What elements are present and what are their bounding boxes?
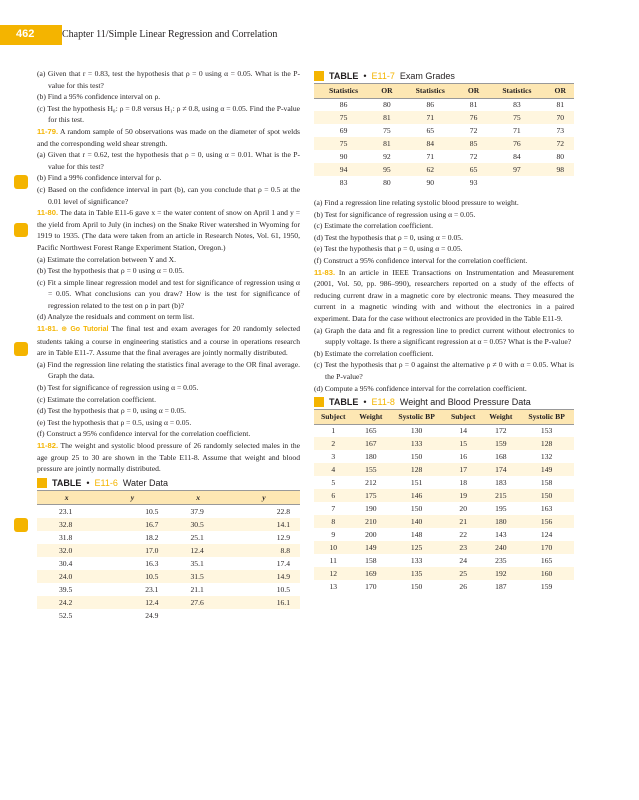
table-cell: 175: [352, 489, 389, 502]
table-cell: 150: [410, 503, 423, 513]
table-cell: 187: [495, 581, 507, 591]
table-cell: 6: [314, 489, 352, 502]
exercise-11-82-parts: [314, 197, 574, 267]
table-cell: 14.9: [228, 570, 300, 583]
table-cell: 24: [459, 555, 468, 565]
table-cell: 4: [314, 463, 352, 476]
table-row: [314, 111, 574, 124]
table-label: TABLE: [329, 397, 359, 408]
table-cell: 153: [540, 426, 553, 436]
table-cell: 83: [339, 177, 348, 187]
exercise-intro: The weight and systolic blood pressure of 26 randomly selected males in the age group 25 to 30 are shown in the Table E11-8. Assume that weight and blood pressure are jointly normally distributed.: [37, 441, 300, 474]
right-column: [314, 68, 574, 593]
exercise-number: 11-81.: [37, 324, 59, 334]
table-cell: [168, 609, 227, 622]
table-cell: 7: [331, 503, 336, 513]
list-item: (c) Estimate the correlation coefficient.: [37, 394, 156, 404]
table-ref: E11-7: [371, 71, 395, 81]
table-cell: 15: [444, 437, 482, 450]
table-cell: 72: [469, 151, 478, 161]
page-header: [0, 25, 639, 45]
table-cell: 210: [352, 515, 389, 528]
table-cell: 24.0: [37, 570, 96, 583]
table-row: [314, 176, 574, 189]
table-row: [314, 502, 574, 515]
table-cell: 17.4: [276, 558, 290, 568]
list-item: (c) Fit a simple linear regression model and test for significance of regression using α = 0.05. What conclusions can you draw? How is the test for significance of regression related to the test on ρ in part (b)?: [37, 277, 300, 310]
list-item: (d) Test the hypothesis that ρ = 0, using α = 0.05.: [314, 232, 463, 242]
table-cell: 98: [546, 163, 574, 176]
table-row: [314, 580, 574, 593]
column-header: y: [228, 490, 300, 505]
table-cell: 150: [410, 451, 423, 461]
table-cell: 85: [460, 137, 488, 150]
table-cell: 81: [556, 100, 565, 110]
table-cell: 133: [410, 555, 423, 565]
table-cell: 22: [459, 529, 468, 539]
table-cell: 84: [401, 137, 460, 150]
table-cell: 71: [426, 151, 435, 161]
table-cell: 35.1: [190, 558, 204, 568]
table-cell: 158: [540, 477, 553, 487]
table-cell: [487, 176, 546, 189]
table-cell: 76: [487, 137, 546, 150]
table-cell: 16.1: [228, 596, 300, 609]
table-row: [37, 570, 300, 583]
table-cell: 150: [519, 489, 574, 502]
table-cell: 75: [314, 111, 373, 124]
exercise-intro: The data in Table E11-6 gave x = the water content of snow on April 1 and y = the yield from April to July (in inches) on the Snake River watershed in Wyoming for 1919 to 1935. (The data were taken from an article in Research Notes, Vol. 61, 1950, Pacific Northwest Forest Range Experiment Station, Oregon.): [37, 208, 300, 252]
exercise-number: 11-79.: [37, 126, 59, 136]
column-header: OR: [546, 84, 574, 99]
table-cell: 16.3: [145, 558, 159, 568]
table-cell: 151: [410, 477, 423, 487]
list-item: (b) Estimate the correlation coefficient.: [314, 348, 434, 358]
table-cell: 135: [389, 567, 444, 580]
table-cell: 195: [495, 503, 507, 513]
list-item: (d) Compute a 95% confidence interval for the correlation coefficient.: [314, 383, 527, 393]
column-header: Weight: [352, 410, 389, 425]
table-cell: 24.9: [145, 610, 159, 620]
table-cell: 71: [401, 111, 460, 124]
exercise-11-80: [37, 207, 300, 323]
table-row: [314, 554, 574, 567]
table-row: [37, 583, 300, 596]
table-cell: 124: [540, 529, 553, 539]
column-header: y: [96, 490, 168, 505]
column-header: OR: [460, 84, 488, 99]
table-cell: 8: [314, 515, 352, 528]
list-item: (a) Find a regression line relating systolic blood pressure to weight.: [314, 198, 519, 208]
table-cell: 86: [426, 100, 435, 110]
table-row: [314, 528, 574, 541]
table-e11-6-title: TABLE • E11-6 Water Data: [37, 478, 300, 488]
table-cell: 18: [459, 477, 468, 487]
table-cell: 75: [383, 125, 391, 135]
table-cell: 75: [487, 111, 546, 124]
table-ref: E11-8: [371, 397, 395, 408]
prev-exercise-parts: [37, 68, 300, 126]
left-column: [37, 68, 300, 622]
list-item: (b) Find a 95% confidence interval on ρ.: [37, 92, 161, 102]
table-row: [314, 437, 574, 450]
table-cell: 23.1: [59, 506, 73, 516]
table-cell: 132: [540, 451, 553, 461]
exercise-11-82: [37, 440, 300, 475]
table-cell: 128: [519, 437, 574, 450]
list-item: (f) Construct a 95% confidence interval for the correlation coefficient.: [314, 256, 528, 266]
table-cell: 130: [410, 426, 423, 436]
list-item: (c) Test the hypothesis H₀: ρ = 0.8 versus H₁: ρ ≠ 0.8, using α = 0.05. Find the P-value for this test.: [37, 103, 300, 125]
table-cell: 8.8: [228, 544, 300, 557]
table-cell: 133: [389, 437, 444, 450]
table-row: [37, 544, 300, 557]
margin-tab-icon: [14, 342, 28, 356]
table-cell: 19: [444, 489, 482, 502]
page-number: 462: [16, 28, 35, 40]
list-item: (b) Test for significance of regression using α = 0.05.: [37, 383, 199, 393]
exercise-11-83: [314, 267, 574, 395]
table-cell: 16: [459, 451, 468, 461]
table-cell: 39.5: [59, 584, 73, 594]
table-row: [37, 505, 300, 518]
column-header: Subject: [444, 410, 482, 425]
column-header: Systolic BP: [519, 410, 574, 425]
table-cell: 9: [331, 529, 336, 539]
table-cell: 37.9: [190, 506, 204, 516]
table-cell: 93: [469, 177, 478, 187]
table-label: TABLE: [329, 71, 359, 81]
table-row: [37, 596, 300, 609]
list-item: (b) Test for significance of regression using α = 0.05.: [314, 209, 476, 219]
table-row: [314, 515, 574, 528]
table-cell: 165: [365, 426, 377, 436]
column-header: x: [37, 490, 96, 505]
column-header: x: [168, 490, 227, 505]
table-cell: 31.5: [168, 570, 227, 583]
table-cell: 24.2: [37, 596, 96, 609]
table-cell: 180: [365, 451, 377, 461]
table-cell: 16.7: [96, 518, 168, 531]
table-cell: 190: [365, 503, 377, 513]
column-header: Statistics: [487, 84, 546, 99]
list-item: (a) Estimate the correlation between Y and X.: [37, 254, 177, 264]
table-cell: 169: [352, 567, 389, 580]
table-cell: 86: [339, 100, 348, 110]
table-cell: 3: [331, 451, 336, 461]
table-cell: 212: [365, 477, 377, 487]
table-cell: 20: [459, 503, 468, 513]
table-row: [314, 163, 574, 176]
margin-tab-icon: [14, 223, 28, 237]
list-item: (d) Test the hypothesis that ρ = 0, using α = 0.05.: [37, 406, 186, 416]
list-item: (f) Construct a 95% confidence interval for the correlation coefficient.: [37, 429, 251, 439]
table-cell: 5: [331, 477, 336, 487]
table-row: [37, 531, 300, 544]
table-marker-icon: [314, 71, 324, 81]
table-cell: 71: [513, 125, 521, 135]
table-cell: 1: [331, 426, 336, 436]
table-row: [314, 567, 574, 580]
table-cell: 22.8: [276, 506, 290, 516]
table-e11-8: [314, 409, 574, 593]
table-cell: 97: [487, 163, 546, 176]
table-cell: 23.1: [145, 584, 159, 594]
table-cell: 14: [459, 426, 468, 436]
margin-tab-icon: [14, 175, 28, 189]
table-cell: 80: [383, 177, 391, 187]
table-cell: 23: [444, 541, 482, 554]
table-cell: 73: [556, 125, 565, 135]
table-cell: 156: [519, 515, 574, 528]
table-cell: 65: [426, 125, 435, 135]
table-cell: 149: [352, 541, 389, 554]
list-item: (c) Test the hypothesis that ρ = 0 against the alternative ρ ≠ 0 with α = 0.05. What is the P-value?: [314, 360, 574, 381]
column-header: OR: [373, 84, 401, 99]
table-row: [37, 557, 300, 570]
table-cell: 125: [389, 541, 444, 554]
table-cell: 13: [329, 581, 338, 591]
table-e11-7-title: TABLE • E11-7 Exam Grades: [314, 71, 574, 81]
table-cell: 146: [389, 489, 444, 502]
table-ref: E11-6: [94, 477, 118, 488]
table-cell: 30.5: [168, 518, 227, 531]
table-cell: 31.8: [59, 532, 73, 542]
table-cell: 170: [519, 541, 574, 554]
table-cell: 10.5: [96, 570, 168, 583]
table-row: [314, 424, 574, 437]
table-e11-6: [37, 490, 300, 622]
list-item: (a) Given that r = 0.62, test the hypothesis that ρ = 0, using α = 0.01. What is the P-value for this test?: [37, 150, 300, 171]
table-row: [314, 124, 574, 137]
list-item: (c) Estimate the correlation coefficient.: [314, 221, 433, 231]
column-header: Subject: [314, 410, 352, 425]
column-header: Weight: [482, 410, 519, 425]
table-marker-icon: [37, 478, 47, 488]
list-item: (b) Test the hypothesis that ρ = 0 using α = 0.05.: [37, 266, 185, 276]
table-cell: 140: [389, 515, 444, 528]
table-e11-7: [314, 83, 574, 189]
table-cell: 30.4: [59, 558, 73, 568]
list-item: (a) Given that r = 0.83, test the hypothesis that ρ = 0 using α = 0.05. What is the P-value for this test?: [37, 69, 300, 90]
table-cell: 27.6: [168, 596, 227, 609]
table-cell: 80: [556, 151, 565, 161]
table-cell: 10.5: [145, 506, 159, 516]
table-cell: 11: [329, 555, 337, 565]
table-cell: 18.2: [145, 532, 159, 542]
table-row: [314, 450, 574, 463]
table-cell: 81: [373, 137, 401, 150]
table-cell: 76: [460, 111, 488, 124]
table-cell: 90: [339, 151, 348, 161]
go-tutorial-icon[interactable]: ⊕ Go Tutorial: [61, 326, 109, 334]
table-row: [314, 137, 574, 150]
table-marker-icon: [314, 397, 324, 407]
table-cell: 72: [469, 125, 478, 135]
table-row: [314, 476, 574, 489]
column-header: Statistics: [401, 84, 460, 99]
table-cell: 159: [482, 437, 519, 450]
exercise-intro: A random sample of 50 observations was made on the diameter of spot welds and the corresponding weld shear strength.: [37, 126, 300, 148]
table-cell: 172: [495, 426, 507, 436]
table-cell: 52.5: [59, 610, 73, 620]
table-cell: 12: [314, 567, 352, 580]
exercise-number: 11-83.: [314, 267, 336, 277]
exercise-11-81: [37, 323, 300, 440]
table-cell: 62: [401, 163, 460, 176]
table-cell: 83: [513, 100, 521, 110]
table-cell: 167: [352, 437, 389, 450]
table-cell: 65: [460, 163, 488, 176]
table-label: TABLE: [52, 477, 82, 488]
table-cell: 84: [513, 151, 521, 161]
table-cell: 165: [540, 555, 553, 565]
table-row: [314, 463, 574, 476]
table-cell: 168: [495, 451, 507, 461]
table-cell: 148: [410, 529, 423, 539]
table-cell: 150: [410, 581, 423, 591]
table-row: [314, 150, 574, 163]
table-cell: 81: [469, 100, 478, 110]
table-cell: 90: [426, 177, 435, 187]
table-cell: 69: [339, 125, 348, 135]
table-cell: 163: [540, 503, 553, 513]
table-cell: 81: [373, 111, 401, 124]
table-cell: [228, 609, 300, 622]
table-cell: 160: [519, 567, 574, 580]
list-item: (b) Find a 99% confidence interval for ρ.: [37, 173, 162, 183]
table-cell: 10.5: [276, 584, 290, 594]
exercise-intro: The final test and exam averages for 20 randomly selected students taking a course in engineering statistics and a course in operations research are in Table E11-7. Assume that the final averages are jointly normally distributed.: [37, 324, 300, 358]
table-cell: [546, 176, 574, 189]
go-tutorial-label: Go Tutorial: [70, 326, 109, 334]
table-cell: 17.0: [96, 544, 168, 557]
table-cell: 17: [444, 463, 482, 476]
table-cell: 159: [540, 581, 553, 591]
table-e11-8-title: TABLE • E11-8 Weight and Blood Pressure Data: [314, 397, 574, 407]
table-cell: 143: [495, 529, 507, 539]
list-item: (c) Based on the confidence interval in part (b), can you conclude that ρ = 0.5 at the 0.01 level of significance?: [37, 184, 300, 206]
list-item: (a) Find the regression line relating the statistics final average to the OR final average. Graph the data.: [37, 359, 300, 381]
table-cell: 92: [383, 151, 391, 161]
table-cell: 32.8: [37, 518, 96, 531]
table-cell: 12.4: [96, 596, 168, 609]
list-item: (e) Test the hypothesis that ρ = 0.5, using α = 0.05.: [37, 417, 192, 427]
table-cell: 12.4: [168, 544, 227, 557]
chapter-title: Chapter 11/Simple Linear Regression and Correlation: [62, 29, 278, 40]
exercise-number: 11-82.: [37, 441, 59, 450]
table-cell: 174: [482, 463, 519, 476]
table-cell: 183: [495, 477, 507, 487]
table-row: [314, 489, 574, 502]
table-row: [37, 518, 300, 531]
table-cell: 170: [365, 581, 377, 591]
table-cell: 25: [444, 567, 482, 580]
exercise-intro: In an article in IEEE Transactions on Instrumentation and Measurement (2001, Vol. 50, pp. 986–990), researchers reported on a study of the effects of reducing current draw in a magnetic core by electronic means. They measured the current in a magnetic winding with and without the electronics in a paired experiment. Data for the case without electronics are provided in the Table E11-9.: [314, 267, 575, 324]
table-name: Water Data: [122, 477, 169, 488]
table-name: Weight and Blood Pressure Data: [399, 397, 531, 408]
table-cell: 2: [314, 437, 352, 450]
table-cell: 149: [519, 463, 574, 476]
page-number-tab: [0, 25, 62, 45]
table-cell: 240: [482, 541, 519, 554]
table-cell: 158: [365, 555, 377, 565]
table-cell: 95: [373, 163, 401, 176]
table-cell: 180: [482, 515, 519, 528]
table-cell: 192: [482, 567, 519, 580]
table-cell: 80: [383, 100, 391, 110]
table-row: [314, 541, 574, 554]
table-cell: 21.1: [190, 584, 204, 594]
table-cell: 32.0: [37, 544, 96, 557]
table-cell: 155: [352, 463, 389, 476]
table-cell: 72: [546, 137, 574, 150]
table-cell: 200: [365, 529, 377, 539]
table-cell: 12.9: [276, 532, 290, 542]
table-cell: 21: [444, 515, 482, 528]
exercise-11-79: [37, 126, 300, 207]
table-cell: 25.1: [190, 532, 204, 542]
table-name: Exam Grades: [399, 71, 455, 81]
table-cell: 10: [314, 541, 352, 554]
table-cell: 26: [459, 581, 468, 591]
table-row: [314, 98, 574, 111]
table-cell: 94: [314, 163, 373, 176]
list-item: (e) Test the hypothesis that ρ = 0, using α = 0.05.: [314, 244, 463, 254]
table-cell: 75: [314, 137, 373, 150]
column-header: Systolic BP: [389, 410, 444, 425]
exercise-number: 11-80.: [37, 208, 59, 218]
list-item: (d) Analyze the residuals and comment on term list.: [37, 312, 195, 322]
table-cell: 14.1: [228, 518, 300, 531]
table-cell: 215: [482, 489, 519, 502]
table-cell: 70: [546, 111, 574, 124]
column-header: Statistics: [314, 84, 373, 99]
table-row: [37, 609, 300, 622]
table-cell: 128: [389, 463, 444, 476]
list-item: (a) Graph the data and fit a regression line to predict current without electronics to supply voltage. Is there a significant regression at α = 0.05? What is the P-value?: [314, 325, 574, 347]
margin-tab-icon: [14, 518, 28, 532]
table-cell: 235: [495, 555, 507, 565]
